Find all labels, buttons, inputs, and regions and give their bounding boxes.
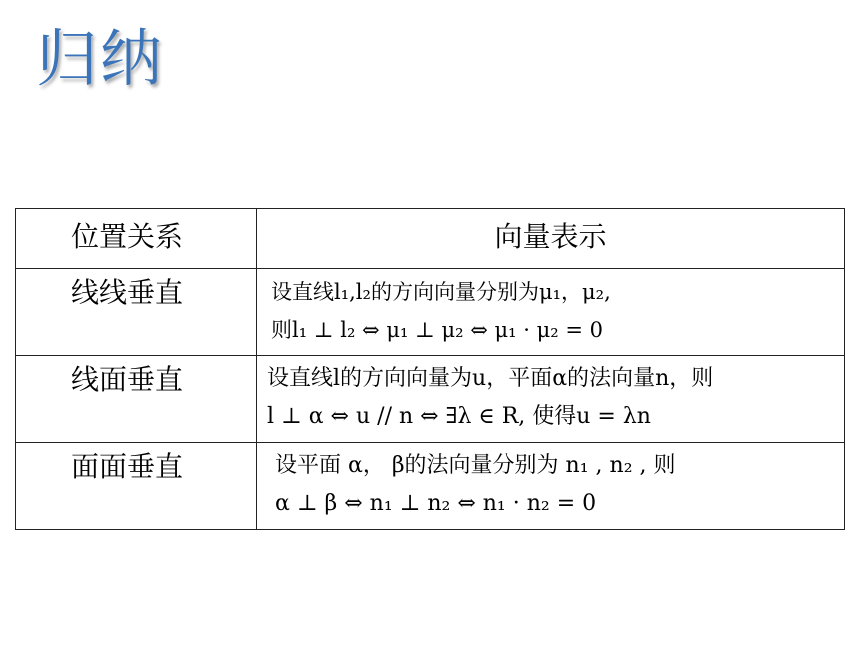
table-row [16,269,845,356]
header-vector-representation: 向量表示 [257,209,845,269]
formula-line: 设直线l₁,l₂的方向向量分别为μ₁，μ₂, [271,280,611,304]
relation-name: 线线垂直 [16,269,257,356]
table-row [16,356,845,443]
table-row [16,443,845,530]
relation-name: 面面垂直 [16,443,257,530]
vector-relations-table [15,208,845,530]
header-position-relation: 位置关系 [16,209,257,269]
formula-line: α ⊥ β ⇔ n₁ ⊥ n₂ ⇔ n₁ · n₂ = 0 [275,491,597,516]
slide-title: 归纳 [36,22,165,95]
formula-line: 则l₁ ⊥ l₂ ⇔ μ₁ ⊥ μ₂ ⇔ μ₁ · μ₂ = 0 [271,318,603,342]
vector-formula-cell [257,443,845,530]
formula-line: 设平面 α， β的法向量分别为 n₁ , n₂ , 则 [275,453,676,478]
vector-formula-cell [257,269,845,356]
table-header-row [16,209,845,269]
vector-formula-cell [257,356,845,443]
formula-line: 设直线l的方向向量为u，平面α的法向量n，则 [267,366,714,391]
formula-line: l ⊥ α ⇔ u // n ⇔ ∃λ ∈ R, 使得u = λn [267,404,651,429]
relation-name: 线面垂直 [16,356,257,443]
